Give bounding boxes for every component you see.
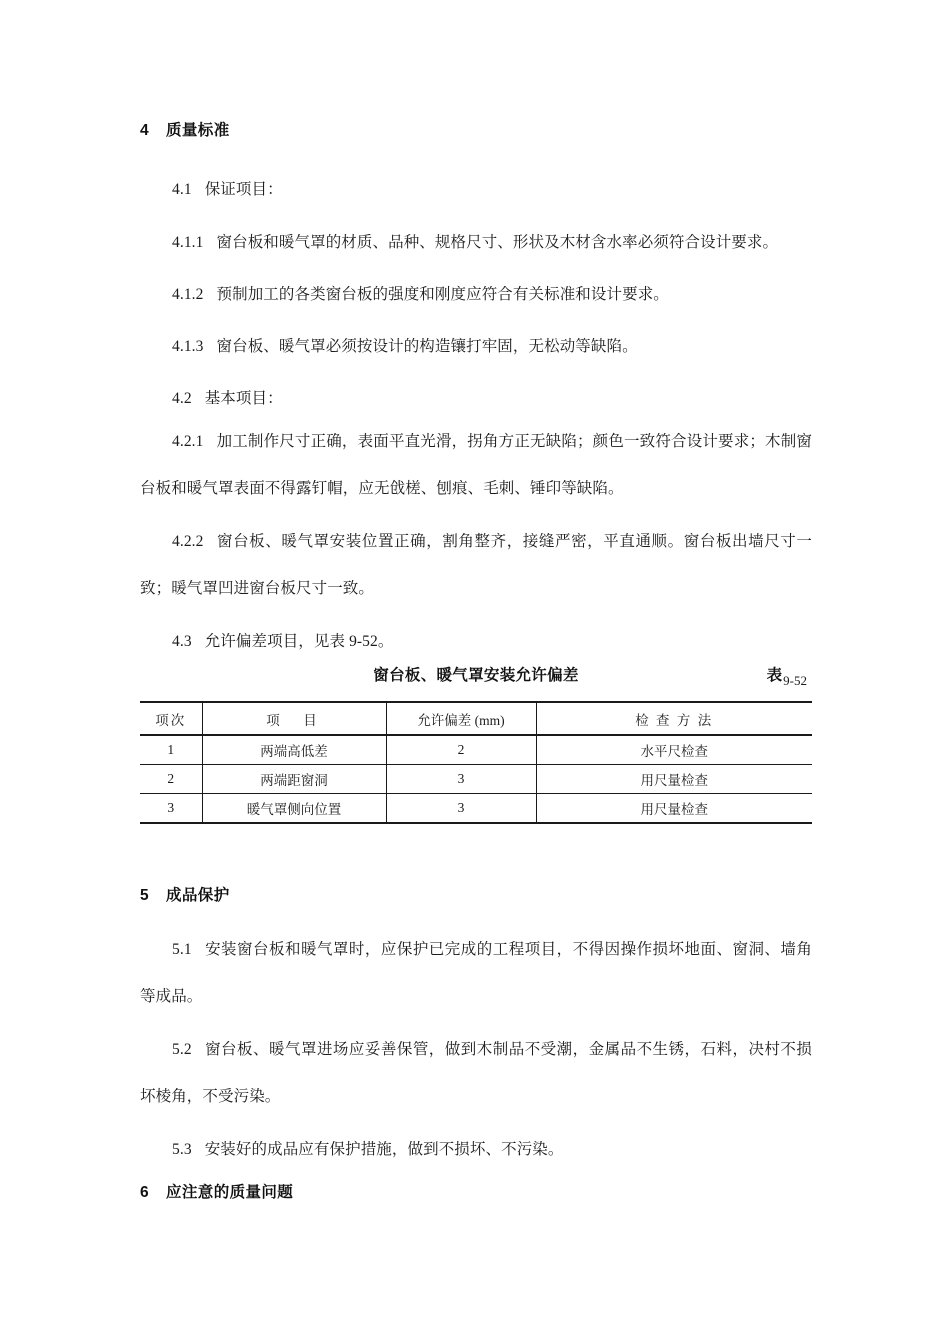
table-header-tolerance: 允许偏差 (mm) (386, 702, 536, 735)
paragraph-4-1-1-text: 窗台板和暖气罩的材质、品种、规格尺寸、形状及木材含水率必须符合设计要求。 (216, 234, 779, 251)
paragraph-4-2-2-text: 窗台板、暖气罩安装位置正确，割角整齐，接缝严密，平直通顺。窗台板出墙尺寸一致；暖气罩凹进窗台板尺寸一致。 (140, 533, 812, 597)
paragraph-4-3 (140, 618, 812, 665)
section-heading-6 (140, 1180, 293, 1202)
tolerance-table-block (140, 663, 812, 824)
paragraph-4-1-3-text: 窗台板、暖气罩必须按设计的构造镶打牢固，无松动等缺陷。 (216, 338, 638, 355)
paragraph-4-2 (140, 375, 283, 422)
paragraph-4-1-label: 4.1 (172, 181, 192, 198)
section-4-number: 4 (140, 122, 150, 139)
table-number (766, 663, 807, 688)
paragraph-5-2-text: 窗台板、暖气罩进场应妥善保管，做到木制品不受潮，金属品不生锈，石料，决村不损坏棱角，不受污染。 (140, 1041, 812, 1105)
paragraph-4-1-1-label: 4.1.1 (172, 234, 204, 251)
table-header-item: 项 目 (202, 702, 386, 735)
paragraph-4-3-text: 允许偏差项目，见表 9-52。 (204, 633, 394, 650)
table-cell-method: 水平尺检查 (536, 735, 812, 765)
paragraph-4-2-label: 4.2 (172, 390, 192, 407)
paragraph-4-1-text: 保证项目： (204, 181, 283, 198)
paragraph-4-1-2-label: 4.1.2 (172, 286, 204, 303)
section-5-title: 成品保护 (166, 887, 230, 904)
table-cell-index: 3 (140, 794, 202, 824)
section-heading-4 (140, 118, 230, 140)
paragraph-5-3 (140, 1126, 812, 1173)
paragraph-5-2-label: 5.2 (172, 1041, 192, 1058)
table-header-index: 项次 (140, 702, 202, 735)
paragraph-4-2-1-text: 加工制作尺寸正确，表面平直光滑，拐角方正无缺陷；颜色一致符合设计要求；木制窗台板和暖气罩表面不得露钉帽，应无戗槎、刨痕、毛刺、锤印等缺陷。 (140, 433, 812, 497)
table-cell-item: 暖气罩侧向位置 (202, 794, 386, 824)
table-caption: 窗台板、暖气罩安装允许偏差 (373, 667, 579, 684)
paragraph-4-2-text: 基本项目： (204, 390, 283, 407)
section-6-title: 应注意的质量问题 (166, 1184, 294, 1201)
table-number-word: 表 (766, 667, 783, 684)
table-row (140, 765, 812, 794)
table-header-row (140, 702, 812, 735)
table-number-id: 9-52 (783, 673, 807, 688)
paragraph-4-3-label: 4.3 (172, 633, 192, 650)
table-cell-tolerance: 3 (386, 794, 536, 824)
paragraph-4-2-1-label: 4.2.1 (172, 433, 204, 450)
paragraph-4-1-3-label: 4.1.3 (172, 338, 204, 355)
paragraph-4-2-1 (140, 418, 812, 512)
paragraph-4-2-2 (140, 518, 812, 612)
section-5-number: 5 (140, 887, 150, 904)
table-cell-item: 两端高低差 (202, 735, 386, 765)
paragraph-5-1-text: 安装窗台板和暖气罩时，应保护已完成的工程项目，不得因操作损坏地面、窗洞、墙角等成品。 (140, 941, 812, 1005)
table-cell-index: 1 (140, 735, 202, 765)
paragraph-4-1-3 (140, 323, 812, 370)
table-cell-index: 2 (140, 765, 202, 794)
table-cell-item: 两端距窗洞 (202, 765, 386, 794)
paragraph-4-1-2 (140, 271, 812, 318)
table-cell-tolerance: 2 (386, 735, 536, 765)
section-4-title: 质量标准 (166, 122, 230, 139)
paragraph-4-1-1 (140, 219, 812, 266)
tolerance-table (140, 701, 812, 824)
paragraph-4-1-2-text: 预制加工的各类窗台板的强度和刚度应符合有关标准和设计要求。 (216, 286, 669, 303)
paragraph-5-1-label: 5.1 (172, 941, 192, 958)
section-heading-5 (140, 883, 230, 905)
table-caption-row (140, 663, 812, 701)
paragraph-4-2-2-label: 4.2.2 (172, 533, 204, 550)
paragraph-5-3-label: 5.3 (172, 1141, 192, 1158)
paragraph-5-2 (140, 1026, 812, 1120)
table-row (140, 735, 812, 765)
table-cell-tolerance: 3 (386, 765, 536, 794)
table-row (140, 794, 812, 824)
paragraph-5-3-text: 安装好的成品应有保护措施，做到不损坏、不污染。 (204, 1141, 564, 1158)
paragraph-4-1 (140, 166, 283, 213)
section-6-number: 6 (140, 1184, 150, 1201)
table-header-method: 检 查 方 法 (536, 702, 812, 735)
table-cell-method: 用尺量检查 (536, 794, 812, 824)
paragraph-5-1 (140, 926, 812, 1020)
table-cell-method: 用尺量检查 (536, 765, 812, 794)
